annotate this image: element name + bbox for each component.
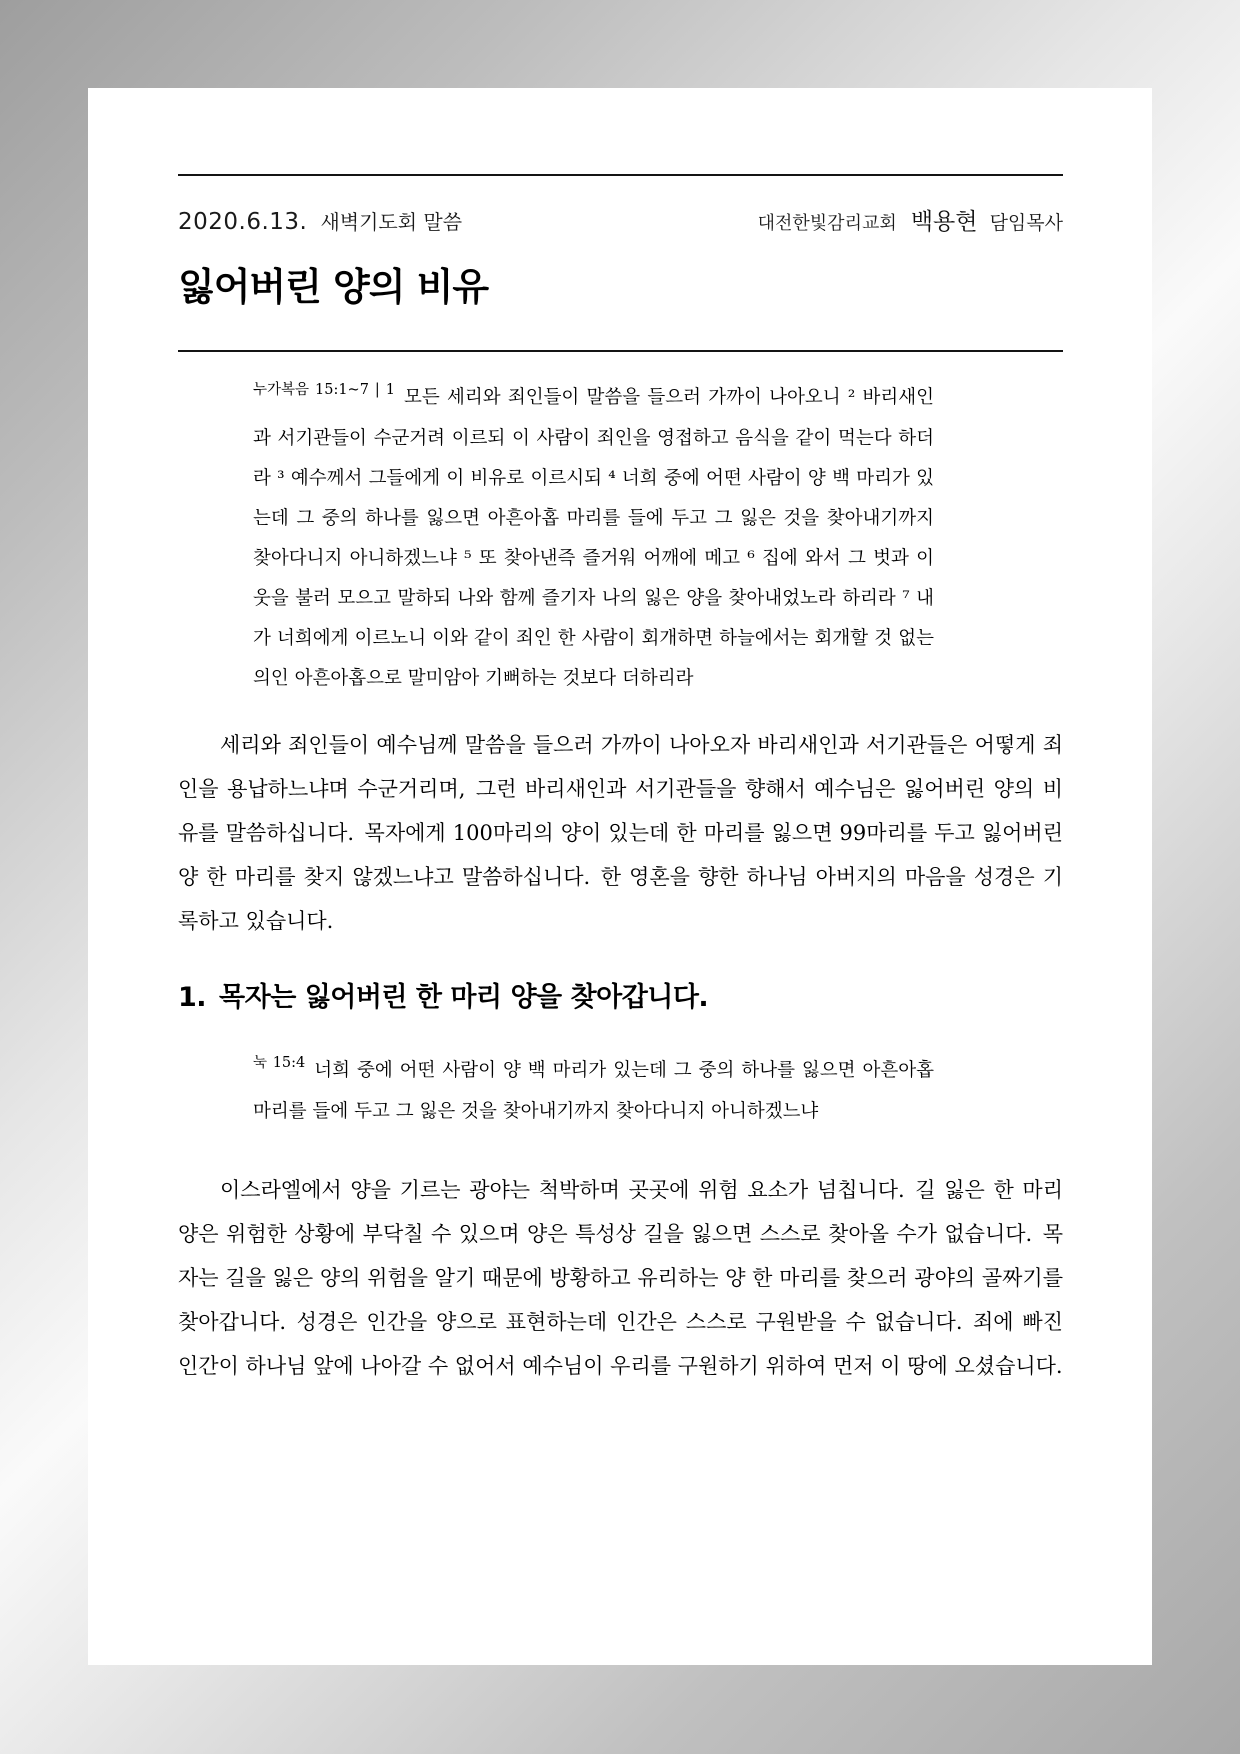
author-info <box>758 203 1063 236</box>
pastor-name: 백용현 <box>910 209 978 235</box>
scripture-text: 너희 중에 어떤 사람이 양 백 마리가 있는데 그 중의 하나를 잃으면 아흔아홉 마리를 들에 두고 그 잃은 것을 찾아내기까지 찾아다니지 아니하겠느냐 <box>253 1060 934 1122</box>
scripture-reference: 눅 15:4 <box>253 1055 306 1071</box>
document-header <box>178 203 1063 236</box>
pastor-title: 담임목사 <box>989 212 1063 234</box>
document-page <box>88 88 1152 1665</box>
section-1-paragraph: 이스라엘에서 양을 기르는 광야는 척박하며 곳곳에 위험 요소가 넘칩니다. 길 잃은 한 마리 양은 위험한 상황에 부닥칠 수 있으며 양은 특성상 길을 잃으면 스스로 찾아올 수가 없습니다. 목자는 길을 잃은 양의 위험을 알기 때문에 방황하고 유리하는 양 한 마리를 찾으러 광야의 골짜기를 찾아갑니다. 성경은 인간을 양으로 표현하는데 인간은 스스로 구원받을 수 없습니다. 죄에 빠진 인간이 하나님 앞에 나아갈 수 없어서 예수님이 우리를 구원하기 위하여 먼저 이 땅에 오셨습니다. <box>178 1178 1063 1378</box>
scripture-block-main <box>253 378 934 699</box>
section-1-heading: 1. 목자는 잃어버린 한 마리 양을 찾아갑니다. <box>178 982 709 1013</box>
church-name: 대전한빛감리교회 <box>757 213 897 234</box>
title-divider <box>178 350 1063 352</box>
service-date: 2020.6.13. <box>178 209 308 235</box>
scripture-block-section-1 <box>253 1051 934 1132</box>
scripture-text: 모든 세리와 죄인들이 말씀을 들으러 가까이 나아오니 ² 바리새인과 서기관들이 수군거려 이르되 이 사람이 죄인을 영접하고 음식을 같이 먹는다 하더라 ³ 예수께서 그들에게 이 비유로 이르시되 ⁴ 너희 중에 어떤 사람이 양 백 마리가 있는데 그 중의 하나를 잃으면 아흔아홉 마리를 들에 두고 그 잃은 것을 찾아내기까지 찾아다니지 아니하겠느냐 ⁵ 또 찾아낸즉 즐거워 어깨에 메고 ⁶ 집에 와서 그 벗과 이웃을 불러 모으고 말하되 나와 함께 즐기자 나의 잃은 양을 찾아내었노라 하리라 ⁷ 내가 너희에게 이르노니 이와 같이 죄인 한 사람이 회개하면 하늘에서는 회개할 것 없는 의인 아흔아홉으로 말미암아 기뻐하는 것보다 더하리라 <box>253 387 934 689</box>
intro-paragraph: 세리와 죄인들이 예수님께 말씀을 들으러 가까이 나아오자 바리새인과 서기관들은 어떻게 죄인을 용납하느냐며 수군거리며, 그런 바리새인과 서기관들을 향해서 예수님은 잃어버린 양의 비유를 말씀하십니다. 목자에게 100마리의 양이 있는데 한 마리를 잃으면 99마리를 두고 잃어버린 양 한 마리를 찾지 않겠느냐고 말씀하십니다. 한 영혼을 향한 하나님 아버지의 마음을 성경은 기록하고 있습니다. <box>178 733 1063 933</box>
top-divider <box>178 174 1063 176</box>
scripture-reference: 누가복음 15:1~7 | 1 <box>253 382 395 398</box>
sermon-title: 잃어버린 양의 비유 <box>178 265 489 309</box>
service-name: 새벽기도회 말씀 <box>320 210 463 234</box>
service-info <box>178 206 462 235</box>
